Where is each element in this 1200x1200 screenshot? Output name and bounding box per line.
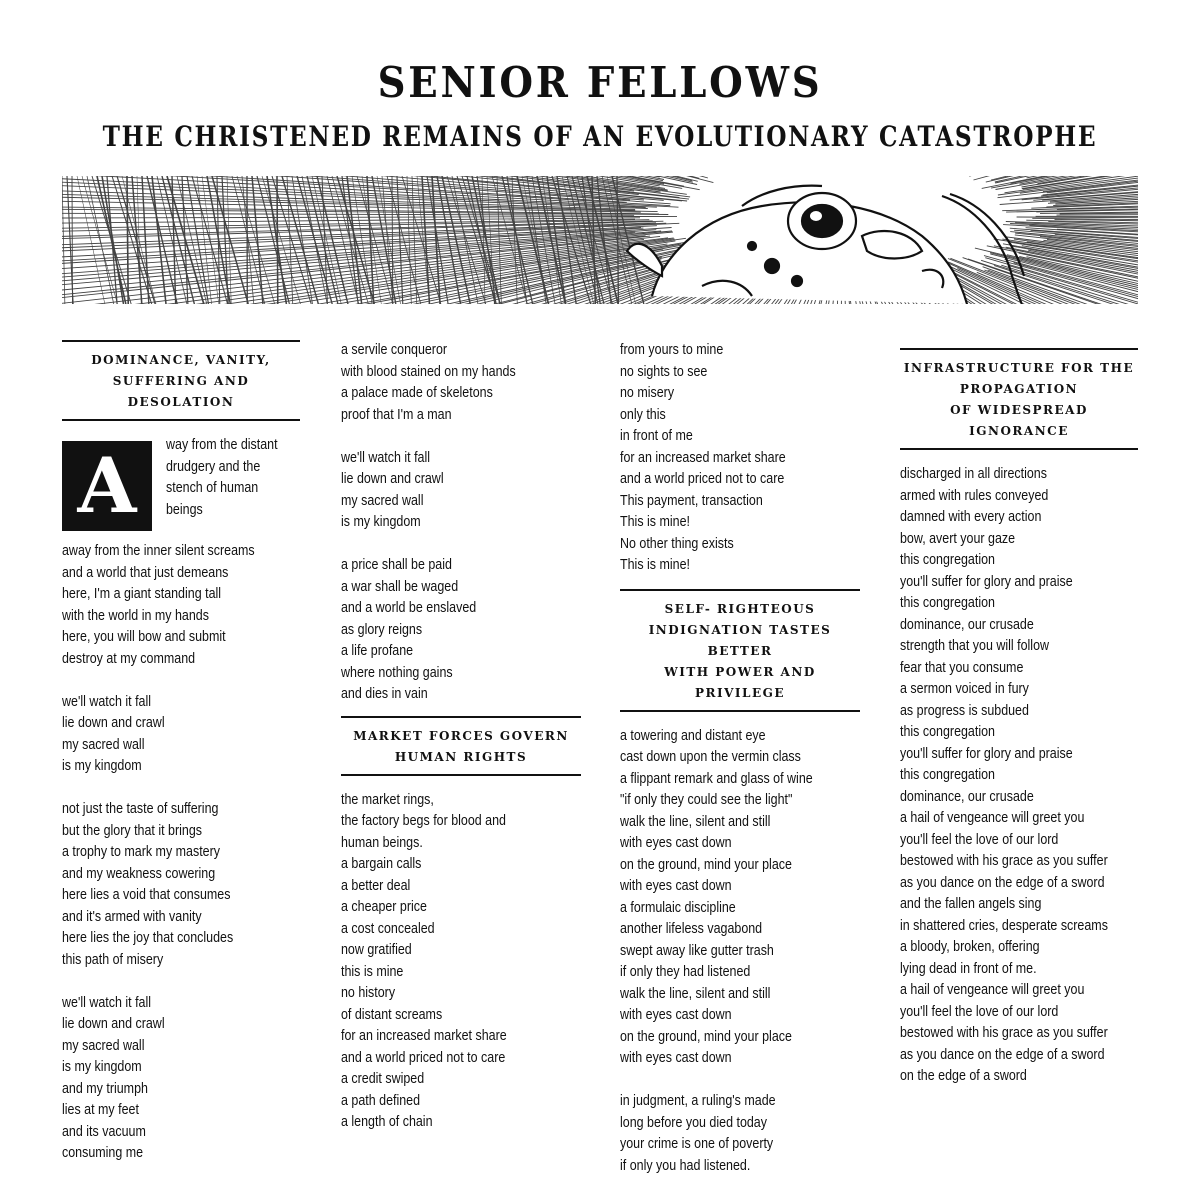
band-name: SENIOR FELLOWS [377,58,823,107]
section-title: SELF- RIGHTEOUS INDIGNATION TASTES BETTER WITH POWER AND PRIVILEGE [620,589,860,712]
lyrics-text: the market rings, the factory begs for blood and human beings. a bargain calls a better deal a cheaper price a cost concealed now gratified this is mine no history of distant screams for an increased market share and a world priced not to care a credit swiped a path defined a length of chain [341,791,507,1130]
album-title: THE CHRISTENED REMAINS OF AN EVOLUTIONARY CATASTROPHE [102,120,1098,153]
lyrics-text: a servile conqueror with blood stained on my hands a palace made of skeletons proof that I'm a man we'll watch it fall lie down and crawl my sacred wall is my kingdom a price shall be paid a war shall be waged and a world be enslaved as glory reigns a life profane where nothing gains and dies in vain [341,342,516,702]
hatch-line [117,176,155,304]
section-title: INFRASTRUCTURE FOR THE PROPAGATION OF WIDESPREAD IGNORANCE [900,348,1138,450]
hatch-line [127,176,128,304]
column-1 [62,340,300,1165]
column-3 [620,340,860,1177]
hatch-line [62,241,675,304]
column-4 [900,340,1138,1088]
lyrics-text: discharged in all directions armed with rules conveyed damned with every action bow, avert your gaze this congregation you'll suffer for glory and praise this congregation dominance, our crusade strength that you will follow fear that you consume a sermon voiced in fury as progress is subdued this congregation you'll suffer for glory and praise this congregation dominance, our crusade a hail of vengeance will greet you you'll feel the love of our lord bestowed with his grace as you suffer as you dance on the edge of a sword and the fallen angels sing in shattered cries, desperate screams a bloody, broken, offering lying dead in front of me. a hail of vengeance will greet you you'll feel the love of our lord bestowed with his grace as you suffer as you dance on the edge of a sword on the edge of a sword [900,466,1108,1084]
drop-cap: A [62,441,152,531]
lyrics-intro: way from the distant drudgery and the stench of human beings [166,437,278,518]
section-title: MARKET FORCES GOVERN HUMAN RIGHTS [341,716,581,776]
lyrics-text: away from the inner silent screams and a world that just demeans here, I'm a giant standing tall with the world in my hands here, you will bow and submit destroy at my command we'll watch it fall lie down and crawl my sacred wall is my kingdom not just the taste of suffering but the glory that it brings a trophy to mark my mastery and my weakness cowering here lies a void that consumes and it's armed with vanity here lies the joy that concludes this path of misery we'll watch it fall lie down and crawl my sacred wall is my kingdom and my triumph lies at my feet and its vacuum consuming me [62,543,255,1161]
lyrics-text: from yours to mine no sights to see no misery only this in front of me for an increased market share and a world priced not to care This payment, transaction This is mine! No other thing exists This is mine! [620,342,786,573]
drop-cap-intro [62,437,300,541]
hatch-line [97,176,126,304]
hatch-line [277,176,278,304]
banner-illustration [62,176,1138,304]
column-2 [341,340,581,1134]
section-title: DOMINANCE, VANITY, SUFFERING AND DESOLATION [62,340,300,421]
lyrics-text: a towering and distant eye cast down upon the vermin class a flippant remark and glass of wine "if only they could see the light" walk the line, silent and still with eyes cast down on the ground, mind your place with eyes cast down a formulaic discipline another lifeless vagabond swept away like gutter trash if only they had listened walk the line, silent and still with eyes cast down on the ground, mind your place with eyes cast down in judgment, a ruling's made long before you died today your crime is one of poverty if only you had listened. [620,727,813,1174]
